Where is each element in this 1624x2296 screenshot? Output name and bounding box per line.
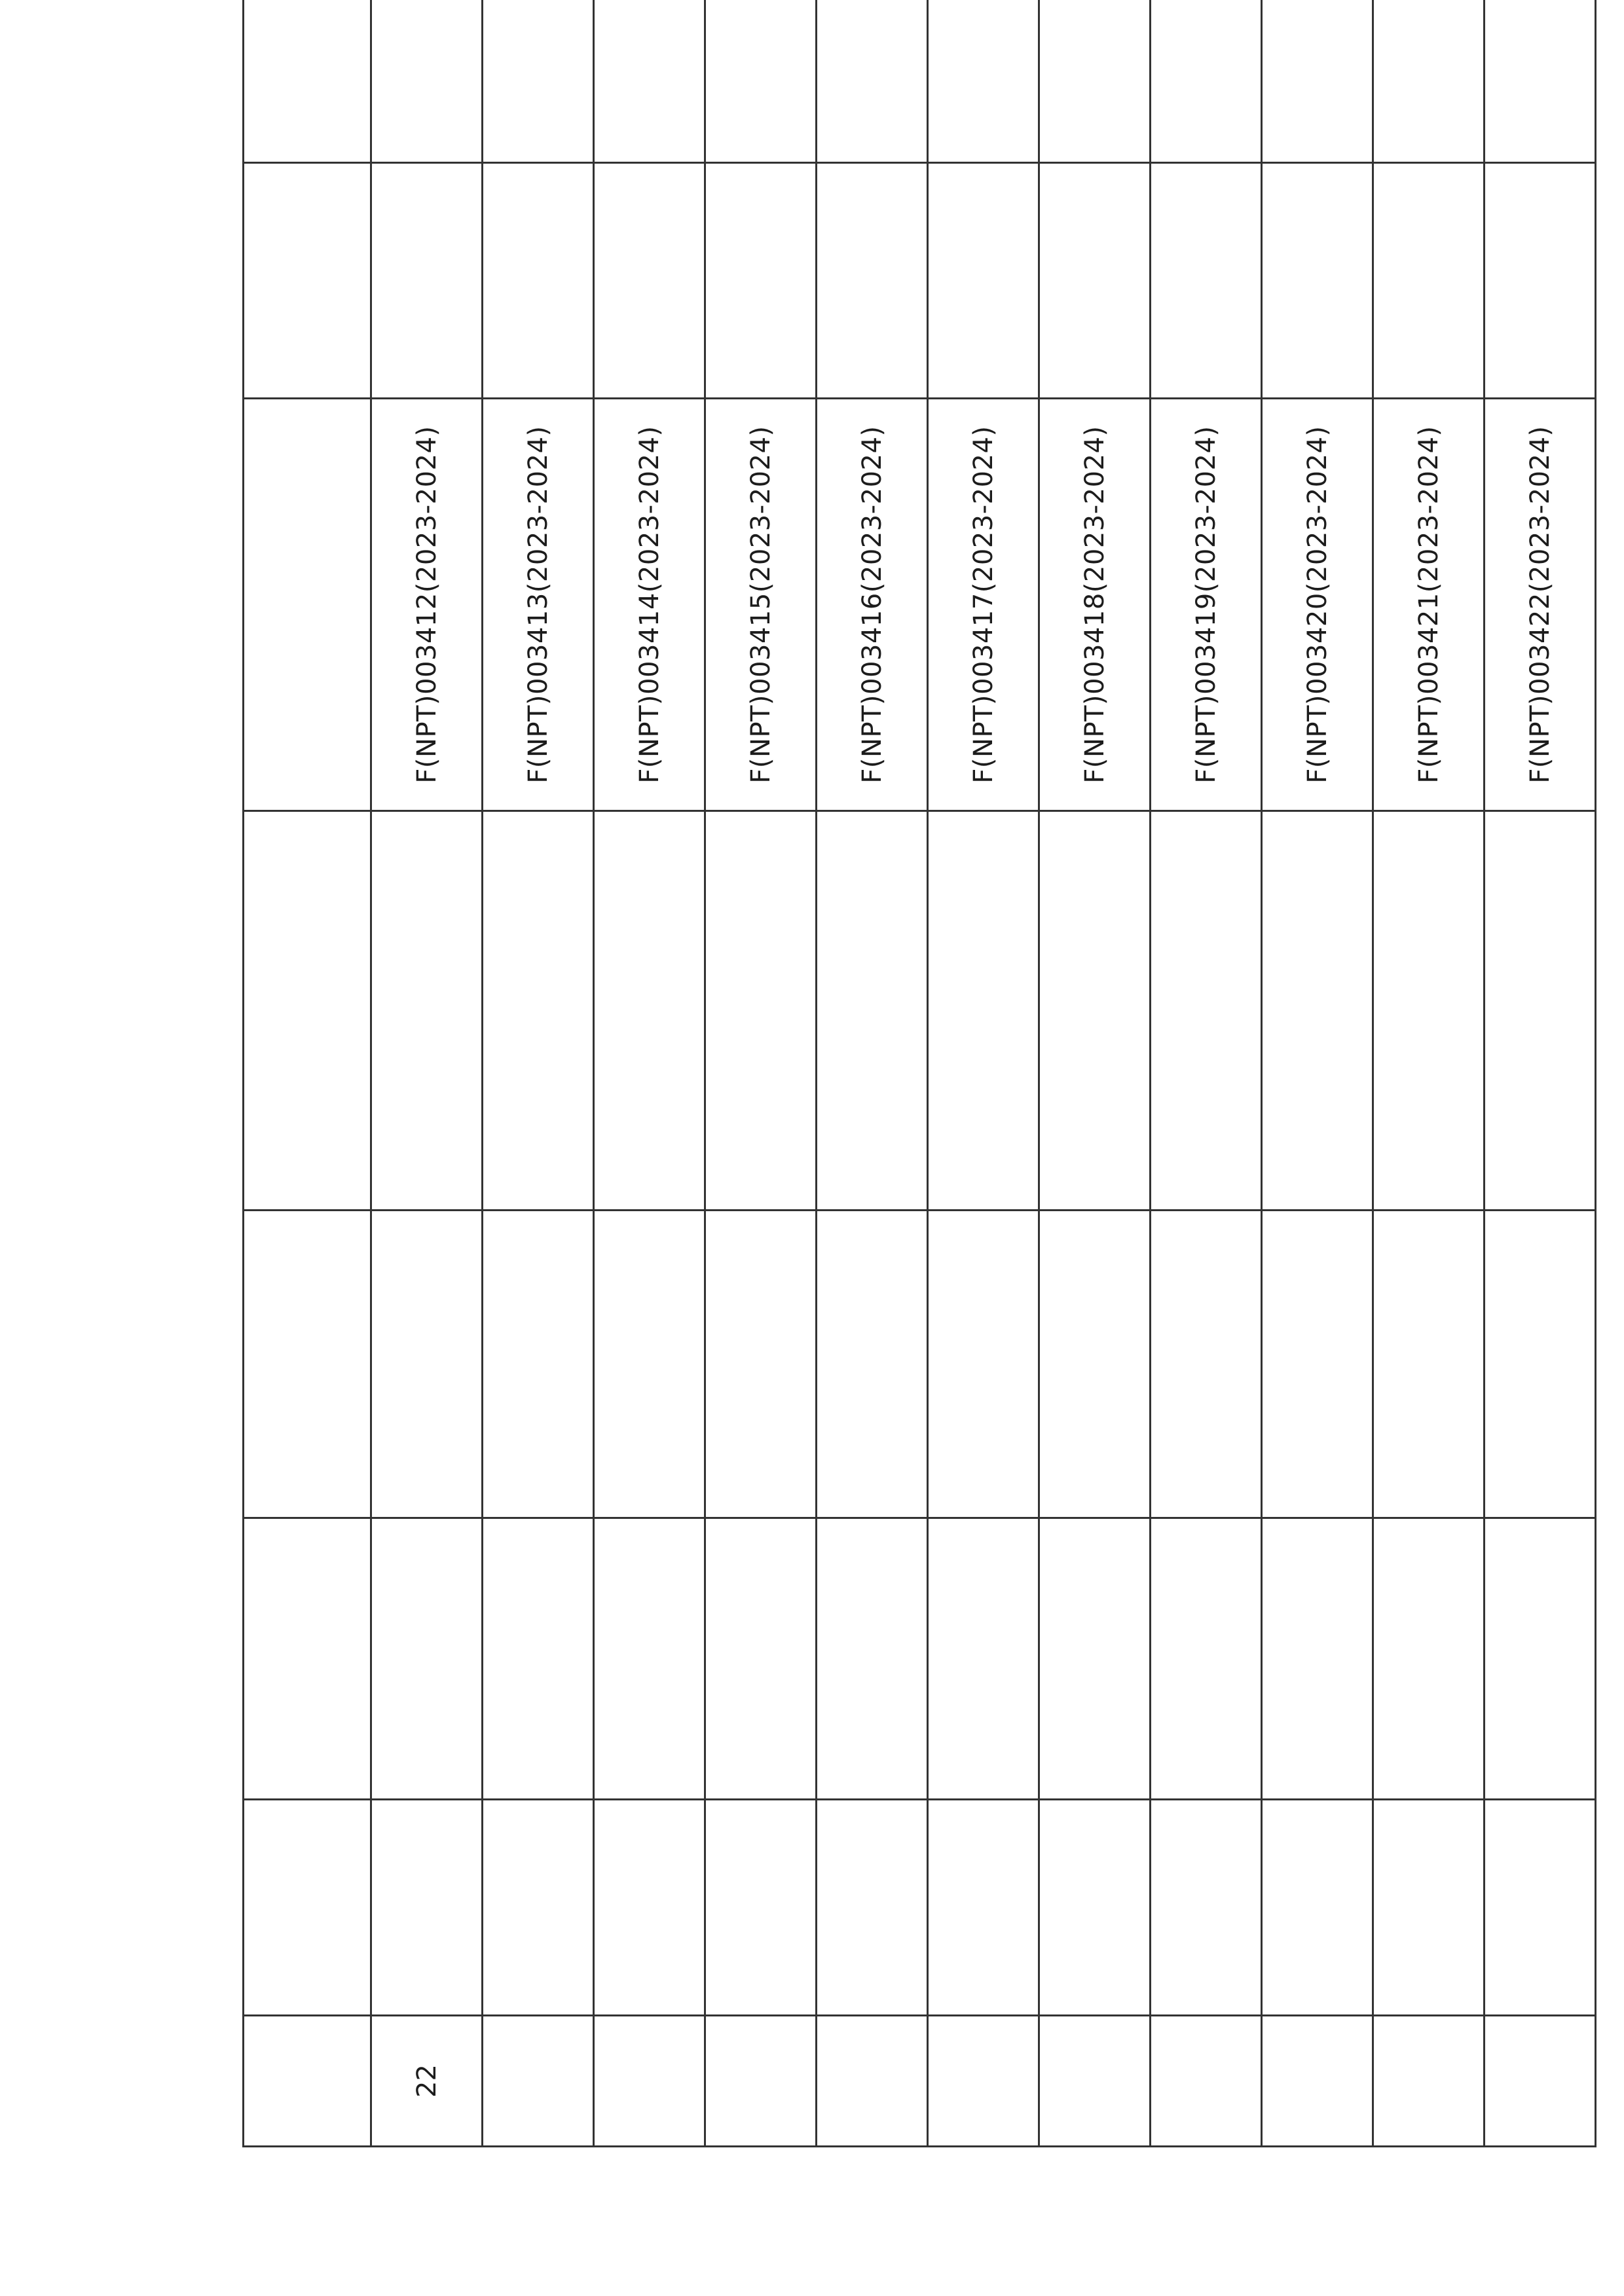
row-category	[705, 0, 817, 163]
row-address	[928, 1211, 1039, 1518]
row-number	[1262, 2016, 1373, 2147]
row-type	[371, 163, 483, 399]
row-village	[371, 811, 483, 1211]
column-header-registration-code	[244, 399, 371, 811]
table-row	[1485, 0, 1596, 2147]
row-category	[371, 0, 483, 163]
row-registration-code: F(NPT)003413(2023-2024)	[483, 399, 594, 811]
row-address	[1262, 1211, 1373, 1518]
row-category	[1485, 0, 1596, 163]
row-number	[1373, 2016, 1485, 2147]
row-date	[483, 1800, 594, 2016]
row-date	[1262, 1800, 1373, 2016]
row-name	[1039, 1518, 1151, 1800]
row-address	[1151, 1211, 1262, 1518]
table-row	[928, 0, 1039, 2147]
row-village	[1373, 811, 1485, 1211]
row-village	[928, 811, 1039, 1211]
row-date	[1485, 1800, 1596, 2016]
table-row	[817, 0, 928, 2147]
row-date	[594, 1800, 705, 2016]
table-row	[1262, 0, 1373, 2147]
row-address	[594, 1211, 705, 1518]
table-row	[594, 0, 705, 2147]
row-registration-code: F(NPT)003412(2023-2024)	[371, 399, 483, 811]
row-address	[371, 1211, 483, 1518]
row-type	[1151, 163, 1262, 399]
row-number	[1151, 2016, 1262, 2147]
row-name	[1151, 1518, 1262, 1800]
row-registration-code: F(NPT)003415(2023-2024)	[705, 399, 817, 811]
row-type	[1373, 163, 1485, 399]
column-header-number	[244, 2016, 371, 2147]
row-number	[1039, 2016, 1151, 2147]
table-row	[1373, 0, 1485, 2147]
row-village	[705, 811, 817, 1211]
row-date	[1039, 1800, 1151, 2016]
table-row	[371, 0, 483, 2147]
rotated-register-sheet	[131, 0, 1555, 2147]
row-number	[705, 2016, 817, 2147]
row-category	[1373, 0, 1485, 163]
row-category	[1039, 0, 1151, 163]
document-title	[131, 0, 242, 2147]
row-name	[1262, 1518, 1373, 1800]
row-registration-code: F(NPT)003417(2023-2024)	[928, 399, 1039, 811]
row-type	[483, 163, 594, 399]
row-registration-code: F(NPT)003414(2023-2024)	[594, 399, 705, 811]
row-category	[483, 0, 594, 163]
table-body	[371, 0, 1596, 2147]
row-registration-code: F(NPT)003420(2023-2024)	[1262, 399, 1373, 811]
table-row	[1039, 0, 1151, 2147]
row-name	[705, 1518, 817, 1800]
row-category	[928, 0, 1039, 163]
row-village	[817, 811, 928, 1211]
row-number	[928, 2016, 1039, 2147]
column-header-village	[244, 811, 371, 1211]
row-village	[483, 811, 594, 1211]
row-type	[1262, 163, 1373, 399]
row-name	[928, 1518, 1039, 1800]
row-name	[371, 1518, 483, 1800]
row-village	[1151, 811, 1262, 1211]
row-village	[1262, 811, 1373, 1211]
row-address	[817, 1211, 928, 1518]
register-table	[242, 0, 1596, 2147]
table-header-row	[244, 0, 371, 2147]
row-number	[594, 2016, 705, 2147]
row-address	[1039, 1211, 1151, 1518]
row-type	[1039, 163, 1151, 399]
row-address	[1373, 1211, 1485, 1518]
row-category	[817, 0, 928, 163]
row-type	[928, 163, 1039, 399]
table-row	[705, 0, 817, 2147]
row-name	[594, 1518, 705, 1800]
row-number	[1485, 2016, 1596, 2147]
row-number: 22	[371, 2016, 483, 2147]
row-village	[594, 811, 705, 1211]
table-row	[1151, 0, 1262, 2147]
row-address	[1485, 1211, 1596, 1518]
column-header-address	[244, 1211, 371, 1518]
row-date	[371, 1800, 483, 2016]
row-category	[594, 0, 705, 163]
column-header-name	[244, 1518, 371, 1800]
column-header-date	[244, 1800, 371, 2016]
row-village	[1485, 811, 1596, 1211]
row-name	[1373, 1518, 1485, 1800]
row-registration-code: F(NPT)003422(2023-2024)	[1485, 399, 1596, 811]
row-date	[1373, 1800, 1485, 2016]
row-type	[1485, 163, 1596, 399]
row-number	[817, 2016, 928, 2147]
row-type	[594, 163, 705, 399]
row-village	[1039, 811, 1151, 1211]
row-name	[817, 1518, 928, 1800]
row-number	[483, 2016, 594, 2147]
row-type	[817, 163, 928, 399]
column-header-type	[244, 163, 371, 399]
row-registration-code: F(NPT)003421(2023-2024)	[1373, 399, 1485, 811]
row-registration-code: F(NPT)003418(2023-2024)	[1039, 399, 1151, 811]
row-date	[705, 1800, 817, 2016]
row-category	[1262, 0, 1373, 163]
row-address	[705, 1211, 817, 1518]
row-address	[483, 1211, 594, 1518]
row-date	[817, 1800, 928, 2016]
row-date	[928, 1800, 1039, 2016]
column-header-category	[244, 0, 371, 163]
row-date	[1151, 1800, 1262, 2016]
row-name	[483, 1518, 594, 1800]
row-registration-code: F(NPT)003419(2023-2024)	[1151, 399, 1262, 811]
row-category	[1151, 0, 1262, 163]
row-type	[705, 163, 817, 399]
table-row	[483, 0, 594, 2147]
row-registration-code: F(NPT)003416(2023-2024)	[817, 399, 928, 811]
row-name	[1485, 1518, 1596, 1800]
